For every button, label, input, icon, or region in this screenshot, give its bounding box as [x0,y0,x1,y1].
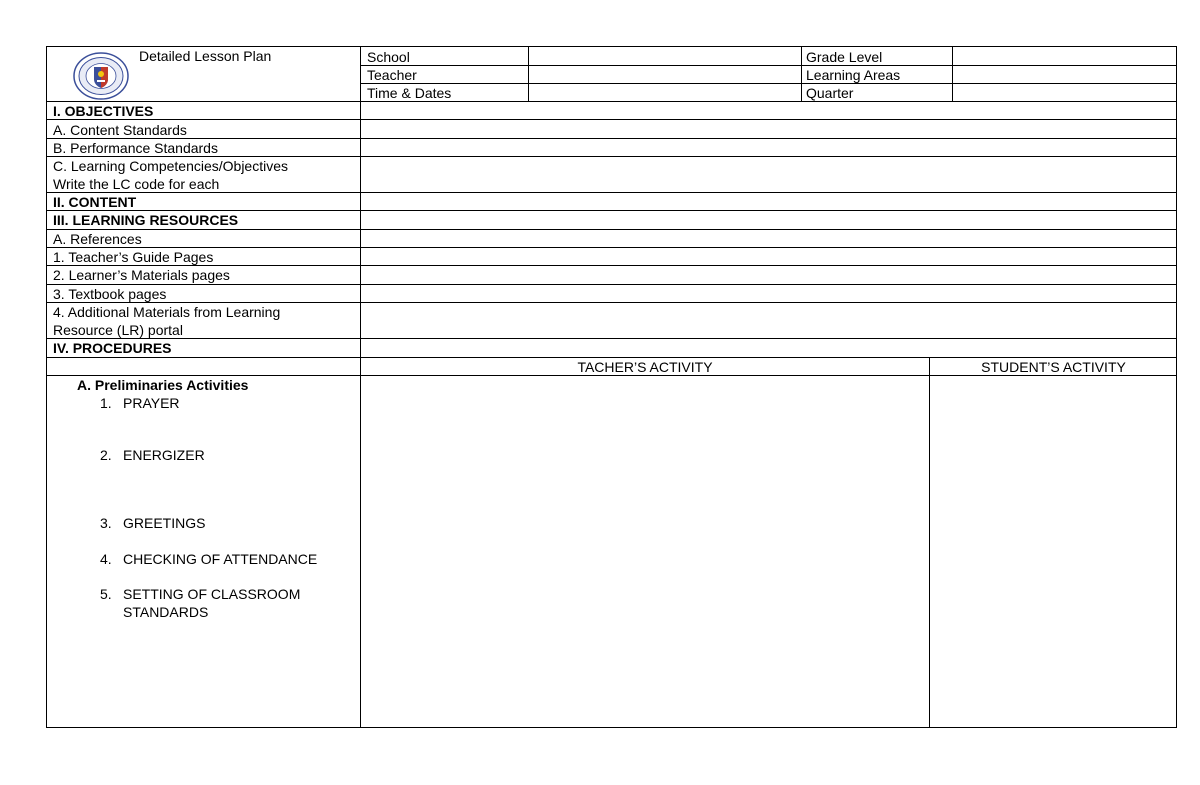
list-item-number: 5. [100,586,112,602]
learners-materials-label: 2. Learner’s Materials pages [53,267,230,283]
lc-code-note: Write the LC code for each [53,176,220,192]
attendance-item: CHECKING OF ATTENDANCE [123,551,318,567]
classroom-standards-item-continued: STANDARDS [123,604,209,620]
list-item-number: 4. [100,551,112,567]
lr-portal-label: Resource (LR) portal [53,322,183,338]
document-title: Detailed Lesson Plan [139,48,272,64]
textbook-pages-field[interactable] [362,285,1176,301]
quarter-value-field[interactable] [954,84,1176,100]
procedures-heading: IV. PROCEDURES [53,340,172,356]
references-label: A. References [53,231,142,247]
learning-competencies-label: C. Learning Competencies/Objectives [53,158,289,174]
content-field[interactable] [362,193,1176,209]
teacher-label: Teacher [367,67,417,83]
energizer-item: ENERGIZER [123,447,205,463]
learning-competencies-field[interactable] [362,157,1176,191]
classroom-standards-item: SETTING OF CLASSROOM [123,586,301,602]
list-item-number: 2. [100,447,112,463]
deped-seal-icon [73,52,129,100]
list-item-number: 3. [100,515,112,531]
performance-standards-field[interactable] [362,139,1176,155]
grade-level-label: Grade Level [806,49,883,65]
student-activity-area[interactable] [931,377,1176,727]
learning-resources-heading: III. LEARNING RESOURCES [53,212,239,228]
textbook-pages-label: 3. Textbook pages [53,286,167,302]
grade-level-value-field[interactable] [954,48,1176,64]
teacher-value-field[interactable] [530,66,800,82]
learners-materials-field[interactable] [362,266,1176,283]
student-activity-header: STUDENT’S ACTIVITY [981,359,1126,375]
list-item-number: 1. [100,395,112,411]
greetings-item: GREETINGS [123,515,206,531]
school-value-field[interactable] [530,48,800,64]
teacher-activity-header: TACHER’S ACTIVITY [577,359,713,375]
prayer-item: PRAYER [123,395,180,411]
additional-materials-field[interactable] [362,303,1176,337]
performance-standards-label: B. Performance Standards [53,140,218,156]
learning-areas-value-field[interactable] [954,66,1176,82]
content-standards-field[interactable] [362,121,1176,137]
objectives-heading: I. OBJECTIVES [53,103,154,119]
time-dates-label: Time & Dates [367,85,452,101]
quarter-label: Quarter [806,85,854,101]
time-dates-value-field[interactable] [530,84,800,100]
teachers-guide-label: 1. Teacher’s Guide Pages [53,249,214,265]
additional-materials-label: 4. Additional Materials from Learning [53,304,281,320]
lesson-plan-table [46,46,1177,728]
content-standards-label: A. Content Standards [53,122,187,138]
teacher-activity-area[interactable] [362,377,928,727]
learning-areas-label: Learning Areas [806,67,901,83]
teachers-guide-field[interactable] [362,248,1176,264]
preliminaries-heading: A. Preliminaries Activities [77,377,249,393]
content-heading: II. CONTENT [53,194,137,210]
school-label: School [367,49,410,65]
